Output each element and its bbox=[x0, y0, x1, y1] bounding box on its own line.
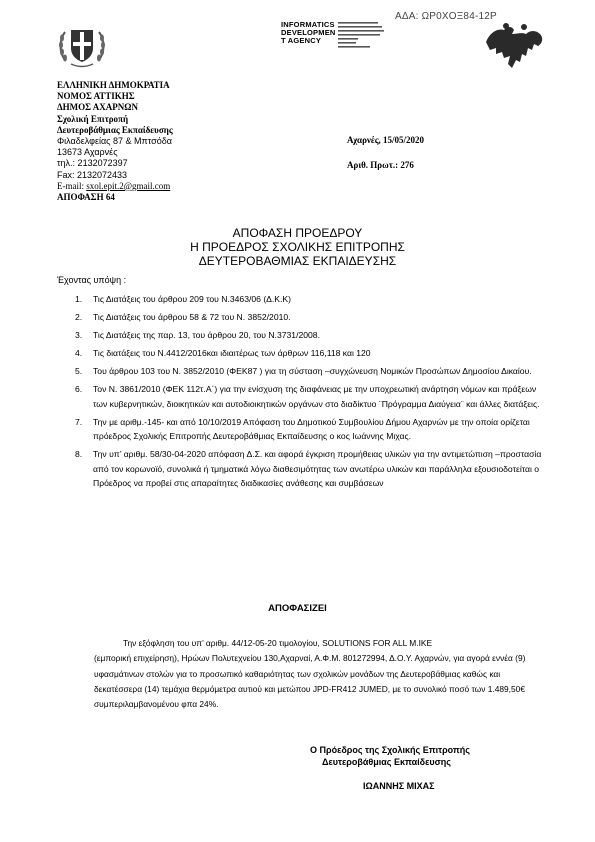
item-number: 2. bbox=[75, 311, 83, 322]
considerations-list bbox=[75, 292, 545, 494]
email-label: E-mail: bbox=[57, 180, 84, 191]
item-text: Τις διατάξεις του Ν.4412/2016και ιδιαιτέρως των άρθρων 116,118 και 120 bbox=[93, 347, 371, 358]
decision-body bbox=[94, 636, 535, 712]
item-number: 7. bbox=[75, 416, 83, 427]
item-number: 8. bbox=[75, 449, 83, 460]
item-text: Τις Διατάξεις του άρθρου 58 & 72 του Ν. 3852/2010. bbox=[93, 311, 291, 322]
item-text: Την με αριθμ.-145- και από 10/10/2019 Απόφαση του Δημοτικού Συμβουλίου Δήμου Αχαρνών με την οποία ορίζεται πρόεδρος Σχολικής Επιτροπής Δευτεροβάθμιας Εκπαίδευσης ο κος Ιωάννης Μιχας. bbox=[93, 416, 530, 442]
heading-line: ΑΠΟΦΑΣΗ ΠΡΟΕΔΡΟΥ bbox=[232, 226, 363, 240]
item-number: 4. bbox=[75, 347, 83, 358]
decision-number: ΑΠΟΦΑΣΗ 64 bbox=[57, 192, 115, 203]
item-text: Του άρθρου 103 του Ν. 3852/2010 (ΦΕΚ87 ) για τη σύσταση –συγχώνευση Νομικών Προσώπων Δημοσίου Δικαίου. bbox=[93, 365, 532, 376]
list-item bbox=[75, 415, 545, 444]
item-number: 5. bbox=[75, 365, 83, 376]
decides-heading: ΑΠΟΦΑΣΙΖΕΙ bbox=[268, 603, 327, 614]
signature-subtitle: Δευτεροβάθμιας Εκπαίδευσης bbox=[322, 757, 451, 767]
list-item bbox=[75, 447, 545, 491]
signature-title: Ο Πρόεδρος της Σχολικής Επιτροπής bbox=[310, 745, 470, 755]
sender-line: ΔΗΜΟΣ ΑΧΑΡΝΩΝ bbox=[57, 102, 138, 113]
item-number: 6. bbox=[75, 383, 83, 394]
item-number: 3. bbox=[75, 329, 83, 340]
item-number: 1. bbox=[75, 294, 83, 304]
item-text: Τον Ν. 3861/2010 (ΦΕΚ 112τ.Α΄) για την ενίσχυση της διαφάνειας με την υποχρεωτική ανάρτηση νόμων και πράξεων των κυβερνητικών, διοικητικών και αυτοδιοικητικών οργάνων στο διαδίκτυο ¨Πρόγραμμα Διαύγεια¨ και άλλες διατάξεις. bbox=[93, 383, 540, 409]
agency-title-line: T AGENCY bbox=[281, 36, 322, 45]
agency-title-line: INFORMATICS bbox=[281, 20, 335, 29]
item-text: Τις Διατάξεις του άρθρου 209 του Ν.3463/06 (Δ.Κ.Κ) bbox=[93, 294, 292, 304]
sender-fax: Fax: 2132072433 bbox=[57, 169, 128, 180]
list-item bbox=[75, 292, 545, 307]
body-paragraph: (εμπορική επιχείρηση), Ηρώων Πολυτεχνείου 130,Αχαρναί, Α.Φ.Μ. 801272994, Δ.Ο.Υ. Αχαρνών, για αγορά εννέα (9) υφασμάτινων στολών για το προσωπικό καθαριότητας των σχολικών μονάδων της Δευτεροβάθμιας καθώς και δεκατέσσερα (14) τεμάχια θερμόμετρα αυτιού και μετώπου JPD-FR412 JUMED, με το συνολικό ποσό των 1.489,50€ συμπεριλαμβανομένου φπα 24%. bbox=[94, 653, 526, 710]
greek-state-emblem-icon bbox=[57, 22, 107, 70]
intro-text: Έχοντας υπόψη : bbox=[57, 275, 127, 285]
document-heading bbox=[0, 226, 595, 268]
sender-line: ΝΟΜΟΣ ΑΤΤΙΚΗΣ bbox=[57, 91, 135, 102]
item-text: Την υπ’ αριθμ. 58/30-04-2020 απόφαση Δ.Σ. και αφορά έγκριση προμήθειας υλικών για την αντιμετώπιση –προστασία από τον κορωνοϊό, συνολικά ή τμηματικά λόγω διαθεσιμότητας των ανωτέρω υλικών και παράλληλα εξουσιοδοτείται ο Πρόεδρος να προβεί στις απαραίτητες διαδικασίες ανάθεσης και συμβάσεων bbox=[93, 449, 542, 489]
document-date: Αχαρνές, 15/05/2020 bbox=[347, 135, 425, 145]
heading-line: Η ΠΡΟΕΔΡΟΣ ΣΧΟΛΙΚΗΣ ΕΠΙΤΡΟΠΗΣ bbox=[190, 240, 405, 254]
ada-code: ΑΔΑ: ΩΡ0ΧΟΞ84-12Ρ bbox=[395, 11, 497, 22]
sender-line: Σχολική Επιτροπή bbox=[57, 113, 129, 124]
sender-block bbox=[57, 80, 173, 203]
sender-line: Δευτεροβάθμιας Εκπαίδευσης bbox=[57, 124, 173, 135]
list-item bbox=[75, 364, 545, 379]
sender-phone: τηλ.: 2132072397 bbox=[57, 158, 128, 169]
heading-line: ΔΕΥΤΕΡΟΒΑΘΜΙΑΣ ΕΚΠΑΙΔΕΥΣΗΣ bbox=[198, 254, 397, 268]
signatory-name: ΙΩΑΝΝΗΣ ΜΙΧΑΣ bbox=[363, 781, 435, 791]
protocol-number: Αριθ. Πρωτ.: 276 bbox=[347, 160, 414, 170]
list-item bbox=[75, 310, 545, 325]
email-link[interactable]: sxol.epit.2@gmail.com bbox=[86, 180, 171, 191]
sender-email-row bbox=[57, 181, 173, 192]
agency-small-print-graphic bbox=[338, 21, 398, 53]
agency-title-line: DEVELOPMEN bbox=[281, 28, 336, 37]
sender-address: Φιλαδελφείας 87 & Μπτσόδα bbox=[57, 136, 172, 147]
list-item bbox=[75, 328, 545, 343]
horsemen-logo-icon bbox=[482, 22, 546, 70]
list-item bbox=[75, 382, 545, 411]
item-text: Τις Διατάξεις της παρ. 13, του άρθρου 20, του Ν.3731/2008. bbox=[93, 329, 320, 340]
list-item bbox=[75, 346, 545, 361]
body-paragraph: Την εξόφληση του υπ’ αριθμ. 44/12-05-20 τιμολογίου, SOLUTIONS FOR ALL M.IKE bbox=[123, 638, 433, 648]
sender-line: ΕΛΛΗΝΙΚΗ ΔΗΜΟΚΡΑΤΙΑ bbox=[57, 80, 170, 90]
sender-postcode: 13673 Αχαρνές bbox=[57, 147, 118, 158]
informatics-agency-mark bbox=[281, 21, 386, 45]
